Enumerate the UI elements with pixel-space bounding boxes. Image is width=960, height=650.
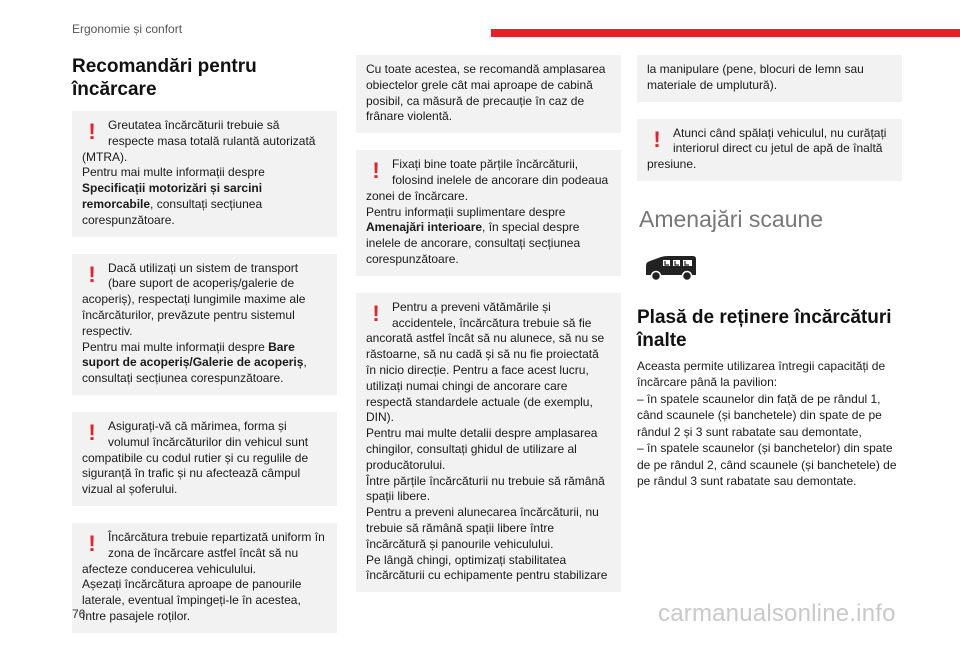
warning-box-load-distribution bbox=[72, 523, 337, 633]
warning-box-mtra bbox=[72, 111, 337, 237]
column-1 bbox=[72, 55, 337, 650]
warning-icon: ! bbox=[372, 300, 380, 326]
warning-text: Pentru mai multe detalii despre amplasarea chingilor, consultați ghidul de utilizare al producătorului. bbox=[366, 426, 598, 472]
warning-text: Pentru mai multe informații despre Specificații motorizări și sarcini remorcabile, consultați secțiunea corespunzătoare. bbox=[82, 165, 265, 227]
reference-link-text: Bare suport de acoperiș/Galerie de acoperiș bbox=[82, 339, 304, 370]
warning-text: Fixați bine toate părțile încărcăturii, folosind inelele de ancorare din podeaua zonei de încărcare. bbox=[366, 157, 609, 203]
warning-text: Între părțile încărcăturii nu trebuie să rămână spații libere. bbox=[366, 473, 605, 504]
body-text bbox=[637, 358, 902, 490]
warning-text: Încărcătura trebuie repartizată uniform în zona de încărcare astfel încât să nu afecteze conducerea vehiculului. bbox=[82, 529, 325, 576]
warning-icon: ! bbox=[88, 530, 96, 556]
list-item: – în spatele scaunelor din față de pe rândul 1, când scaunele (și banchetele) din spate de pe rândul 2 și 3 sunt rabatate sau demontate, bbox=[637, 391, 882, 439]
warning-icon: ! bbox=[372, 158, 380, 184]
warning-text: Pentru mai multe informații despre Bare suport de acoperiș/Galerie de acoperiș, consultați secțiunea corespunzătoare. bbox=[82, 339, 307, 386]
warning-text: Asigurați-vă că mărimea, forma și volumul încărcăturilor din vehicul sunt compatibile cu codul rutier și cu regulile de siguranță în trafic și nu afectează câmpul vizual al șoferului. bbox=[82, 418, 309, 497]
van-seats-icon bbox=[643, 253, 699, 283]
header-accent-bar bbox=[491, 29, 960, 37]
subsection-title: Plasă de reținere încărcături înalte bbox=[637, 306, 892, 351]
watermark: carmanualsonline.info bbox=[658, 600, 896, 627]
warning-icon: ! bbox=[653, 126, 661, 152]
column-2 bbox=[356, 55, 621, 609]
warning-text: Pentru informații suplimentare despre Amenajări interioare, în special despre inelele de ancorare, consultați secțiunea corespunzătoare. bbox=[366, 204, 581, 266]
info-box-wedges bbox=[637, 55, 902, 102]
warning-box-anchor-rings bbox=[356, 150, 621, 276]
chapter-title: Amenajări scaune bbox=[639, 205, 824, 232]
warning-box-load-size bbox=[72, 412, 337, 506]
paragraph: Aceasta permite utilizarea întregii capacități de încărcare până la pavilion: bbox=[637, 358, 886, 390]
warning-text: Așezați încărcătura aproape de panourile laterale, eventual împingeți-le în acestea, între pasajele roților. bbox=[82, 577, 302, 623]
warning-text: Pentru a preveni alunecarea încărcăturii, nu trebuie să rămână spații libere între încărcătură și panourile vehiculului. bbox=[366, 505, 599, 551]
warning-box-straps bbox=[356, 293, 621, 592]
section-label: Ergonomie și confort bbox=[72, 22, 183, 36]
list-item: – în spatele scaunelor (și banchetelor) din spate de pe rândul 2, când scaunele (și banchetele) de pe rândul 3 sunt rabatate sau demontate. bbox=[637, 441, 897, 489]
warning-icon: ! bbox=[88, 261, 96, 287]
page-number: 76 bbox=[72, 607, 86, 621]
warning-text: Pentru a preveni vătămările și accidentele, încărcătura trebuie să fie ancorată astfel încât să nu alunece, să nu se răstoarne, să nu cadă și să nu fie proiectată în nicio direcție. Pentru a face acest lucru, utilizați numai chingi de ancorare care respectă standardele actuale (de exemplu, DIN). bbox=[366, 299, 605, 425]
warning-icon: ! bbox=[88, 419, 96, 445]
warning-text: Pe lângă chingi, optimizați stabilitatea încărcăturii cu echipamente pentru stabilizare bbox=[366, 552, 608, 583]
reference-link-text: Specificații motorizări și sarcini remorcabile bbox=[82, 181, 263, 211]
warning-box-roof-transport bbox=[72, 254, 337, 395]
warning-text: Greutatea încărcăturii trebuie să respecte masa totală rulantă autorizată (MTRA). bbox=[82, 118, 316, 164]
section-title: Recomandări pentru încărcare bbox=[72, 56, 257, 100]
warning-text: Dacă utilizați un sistem de transport (bare suport de acoperiș/galerie de acoperiș), respectați lungimile maxime ale încărcăturilor, prevăzute pentru sistemul respectiv. bbox=[82, 260, 306, 338]
warning-icon: ! bbox=[88, 119, 96, 144]
warning-box-washing bbox=[637, 119, 902, 181]
reference-link-text: Amenajări interioare bbox=[366, 220, 483, 235]
info-text: Cu toate acestea, se recomandă amplasarea obiectelor grele cât mai aproape de cabină posibil, ca măsură de precauție în caz de frânare violentă. bbox=[366, 62, 606, 124]
info-text: la manipulare (pene, blocuri de lemn sau materiale de umplutură). bbox=[647, 62, 864, 92]
column-3 bbox=[637, 55, 902, 490]
info-box-heavy-objects bbox=[356, 55, 621, 133]
warning-text: Atunci când spălați vehiculul, nu curățați interiorul direct cu jetul de apă de înaltă presiune. bbox=[647, 125, 887, 172]
